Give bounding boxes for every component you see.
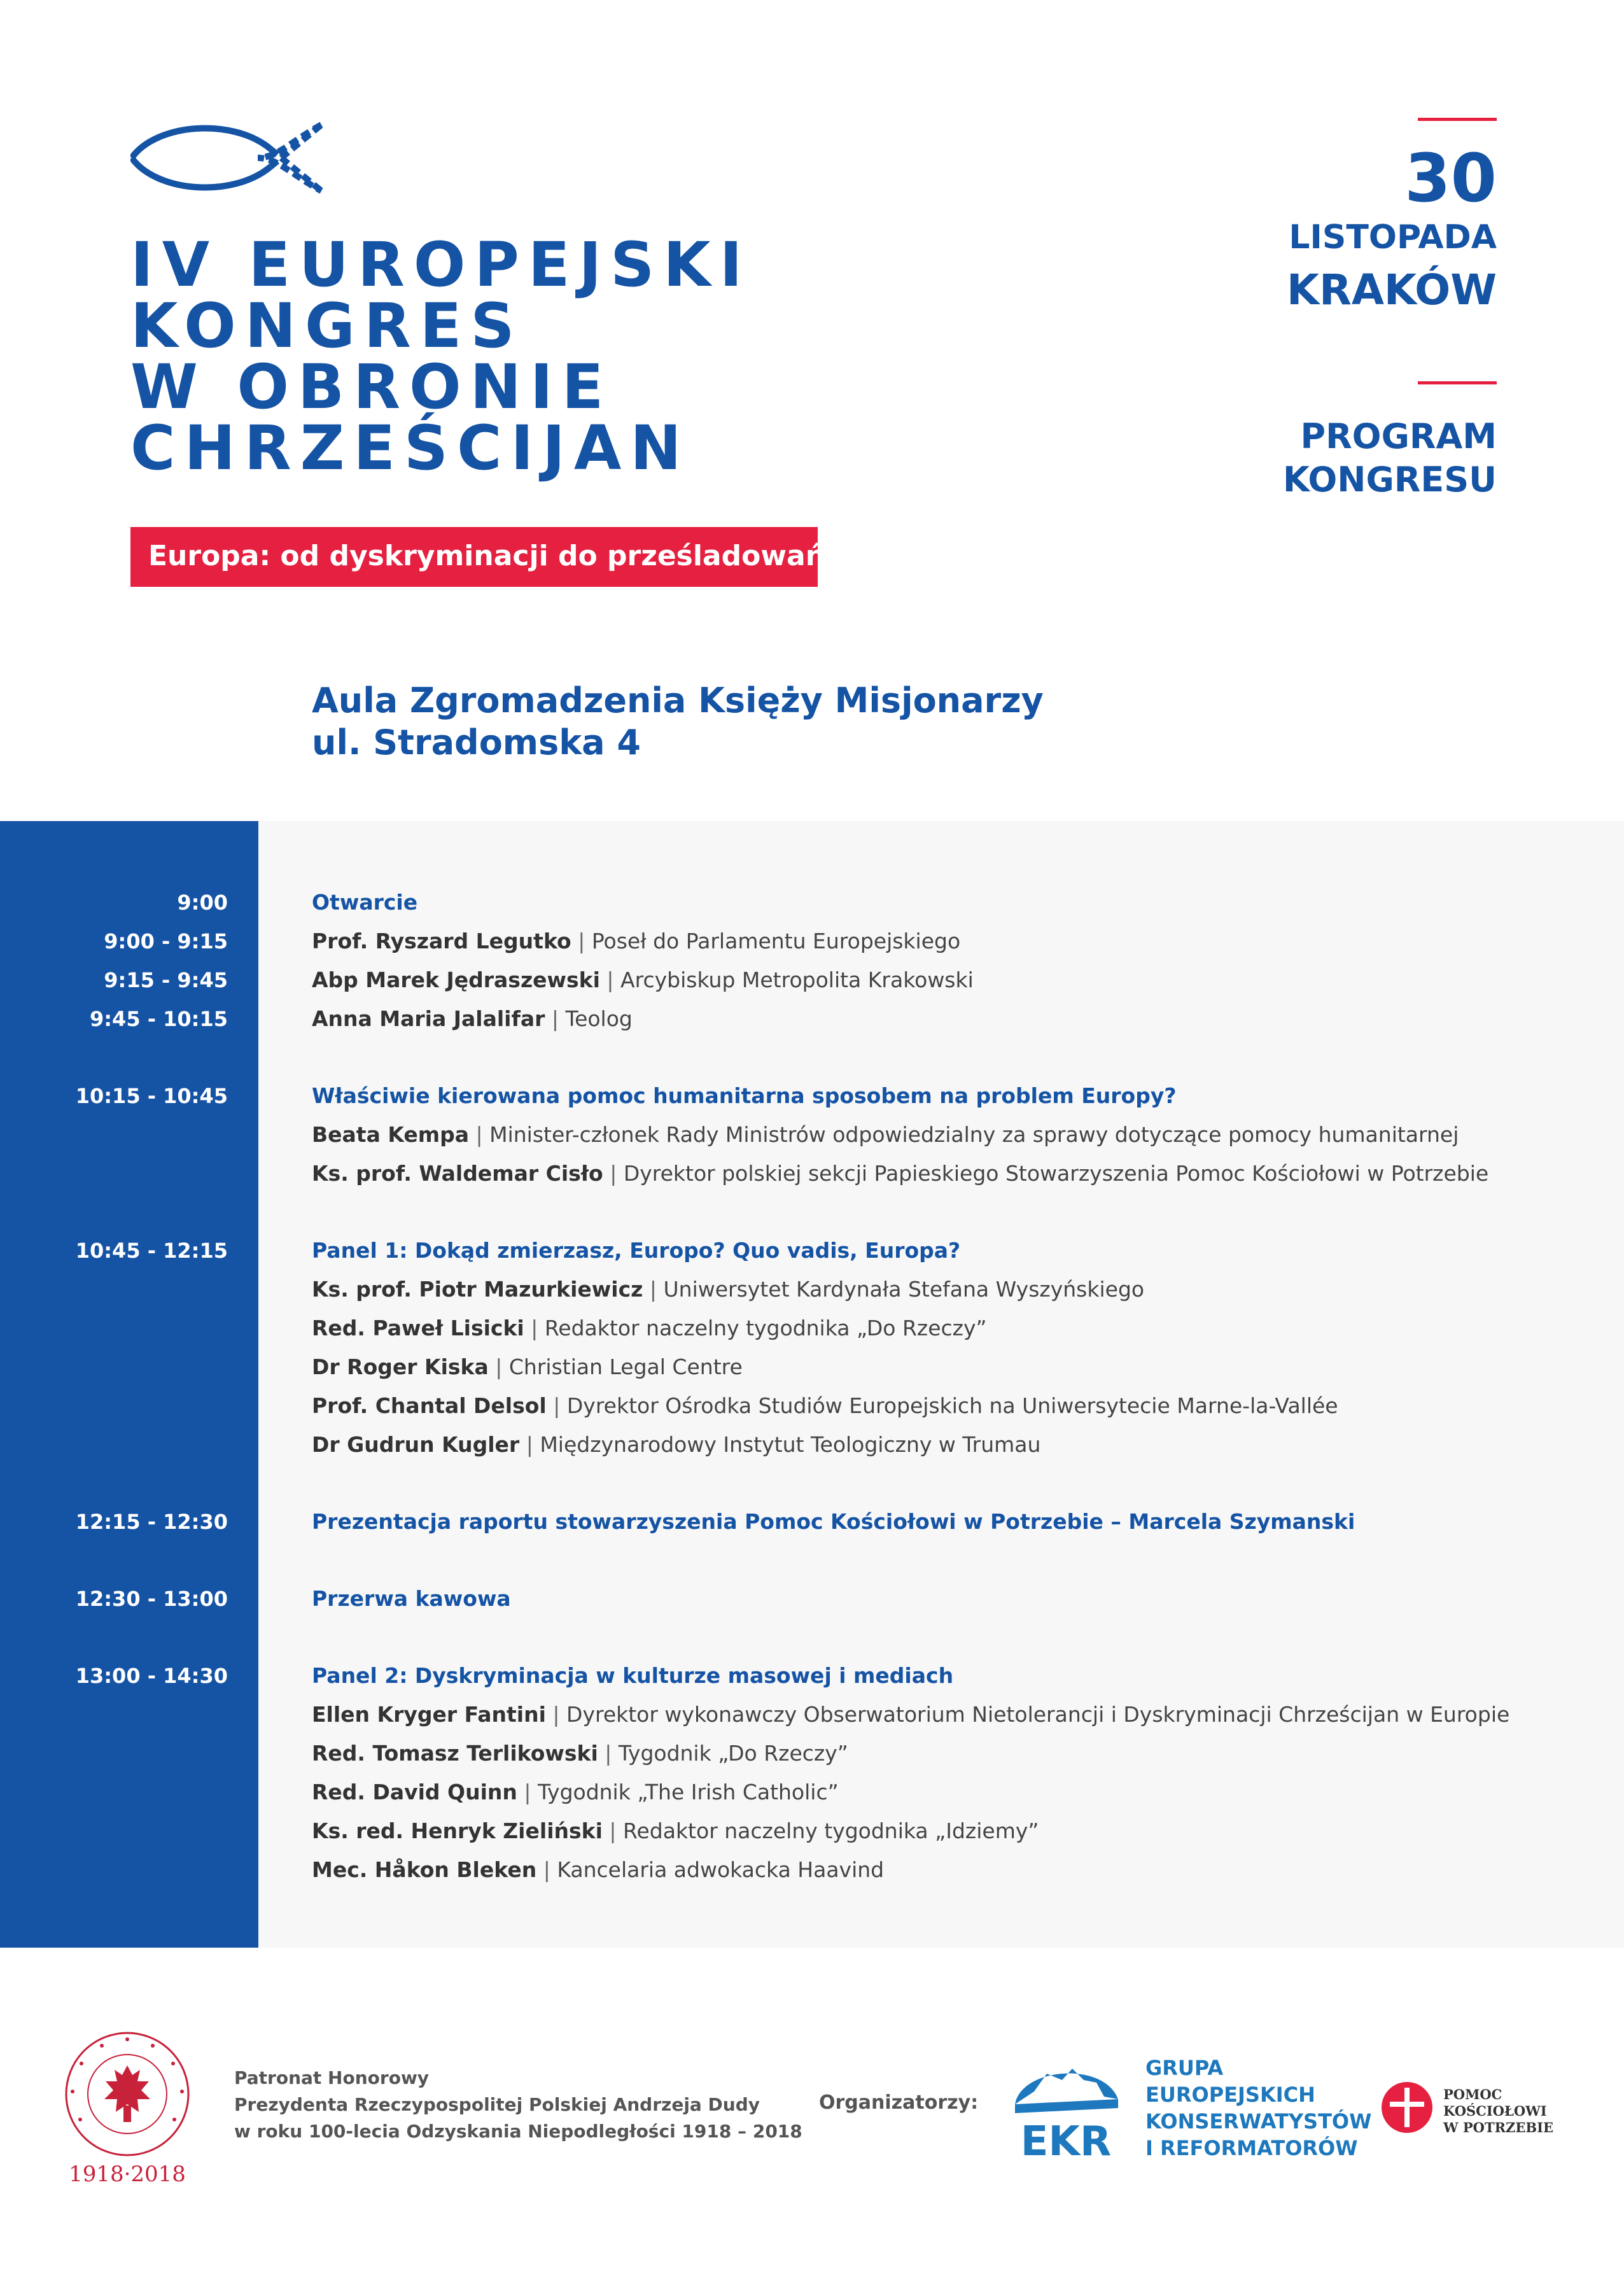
schedule-row (0, 1773, 1624, 1811)
separator: | (605, 1741, 612, 1766)
venue-line-2: ul. Stradomska 4 (312, 722, 641, 763)
separator: | (609, 1818, 617, 1843)
schedule-time: 10:15 - 10:45 (75, 1084, 228, 1108)
separator: | (543, 1857, 550, 1882)
fish-logo-icon (130, 117, 334, 199)
schedule-row (0, 1734, 1624, 1773)
speaker-role: Międzynarodowy Instytut Teologiczny w Trumau (540, 1432, 1041, 1457)
speaker-name: Ks. prof. Waldemar Cisło (312, 1161, 603, 1186)
schedule-speaker (312, 1734, 848, 1773)
organizers-label: Organizatorzy: (819, 2092, 979, 2114)
speaker-role: Dyrektor Ośrodka Studiów Europejskich na Uniwersytecie Marne-la-Vallée (566, 1393, 1338, 1418)
speaker-name: Abp Marek Jędraszewski (312, 967, 600, 992)
separator: | (526, 1432, 533, 1457)
separator: | (649, 1277, 657, 1302)
schedule-speaker (312, 1773, 839, 1811)
schedule-heading: Przerwa kawowa (312, 1586, 511, 1611)
schedule-speaker (312, 1270, 1144, 1309)
speaker-name: Ellen Kryger Fantini (312, 1702, 546, 1727)
ekr-logo-icon (1009, 2055, 1123, 2163)
schedule-time: 9:45 - 10:15 (89, 1007, 228, 1031)
separator: | (524, 1780, 531, 1804)
schedule-heading: Prezentacja raportu stowarzyszenia Pomoc Kościołowi w Potrzebie – Marcela Szymanski (312, 1509, 1355, 1534)
schedule-time: 9:00 - 9:15 (104, 929, 228, 953)
speaker-name: Dr Gudrun Kugler (312, 1432, 520, 1457)
speaker-name: Mec. Håkon Bleken (312, 1857, 537, 1882)
speaker-role: Poseł do Parlamentu Europejskiego (591, 929, 961, 953)
speaker-name: Anna Maria Jalalifar (312, 1006, 545, 1031)
speaker-role: Arcybiskup Metropolita Krakowski (620, 967, 974, 992)
ekr-name (1145, 2055, 1371, 2162)
subtitle-text: Europa: od dyskryminacji do prześladowań? (148, 540, 842, 572)
ekr-line-4: I REFORMATORÓW (1145, 2136, 1358, 2160)
separator: | (475, 1122, 483, 1147)
ekr-line-1: GRUPA (1145, 2056, 1224, 2080)
title-line-1: IV EUROPEJSKI (130, 229, 752, 300)
schedule-time: 13:00 - 14:30 (75, 1664, 228, 1688)
schedule-speaker (312, 1000, 633, 1038)
speaker-role: Dyrektor wykonawczy Obserwatorium Nietolerancji i Dyskryminacji Chrześcijan w Europie (566, 1702, 1510, 1727)
schedule-speaker (312, 1155, 1488, 1193)
speaker-role: Tygodnik „The Irish Catholic” (538, 1780, 839, 1804)
schedule-row (0, 1348, 1624, 1386)
speaker-name: Red. David Quinn (312, 1780, 517, 1804)
schedule-row (0, 961, 1624, 999)
separator: | (495, 1354, 503, 1379)
pkwp-name (1443, 2086, 1553, 2136)
schedule-heading: Panel 1: Dokąd zmierzasz, Europo? Quo vadis, Europa? (312, 1238, 961, 1263)
schedule-row (0, 1812, 1624, 1850)
pkwp-line-2: KOŚCIOŁOWI (1443, 2103, 1547, 2119)
patron-line-1: Patronat Honorowy (234, 2067, 430, 2088)
pkwp-logo-icon (1380, 2080, 1434, 2135)
red-divider-bottom (1418, 381, 1497, 384)
schedule-row (0, 1387, 1624, 1425)
schedule-row (0, 1580, 1624, 1618)
pkwp-line-1: POMOC (1443, 2086, 1502, 2102)
schedule-row (0, 1232, 1624, 1270)
title-line-3: W OBRONIE (130, 351, 613, 423)
schedule-speaker (312, 922, 960, 960)
title-line-4: CHRZEŚCIJAN (130, 412, 690, 484)
speaker-name: Ks. prof. Piotr Mazurkiewicz (312, 1277, 643, 1302)
congress-title (130, 229, 894, 484)
schedule-speaker (312, 1812, 1039, 1850)
separator: | (551, 1006, 559, 1031)
schedule-heading: Właściwie kierowana pomoc humanitarna sposobem na problem Europy? (312, 1083, 1177, 1108)
schedule-row (0, 1503, 1624, 1541)
schedule-row (0, 1155, 1624, 1193)
patron-line-2: Prezydenta Rzeczypospolitej Polskiej Andrzeja Dudy (234, 2094, 760, 2115)
schedule-row (0, 1077, 1624, 1115)
ekr-logo-text: EKR (1020, 2118, 1112, 2163)
schedule-heading: Panel 2: Dyskryminacja w kulturze masowej i mediach (312, 1663, 954, 1688)
speaker-role: Uniwersytet Kardynała Stefana Wyszyńskiego (663, 1277, 1145, 1302)
speaker-role: Dyrektor polskiej sekcji Papieskiego Stowarzyszenia Pomoc Kościołowi w Potrzebie (623, 1161, 1489, 1186)
separator: | (578, 929, 585, 953)
schedule-row (0, 1116, 1624, 1154)
schedule-speaker (312, 961, 974, 999)
venue-line-1: Aula Zgromadzenia Księży Misjonarzy (312, 680, 1044, 721)
program-label (1283, 415, 1497, 502)
schedule-speaker (312, 1387, 1338, 1425)
speaker-role: Minister-członek Rady Ministrów odpowiedzialny za sprawy dotyczące pomocy humanitarnej (489, 1122, 1459, 1147)
separator: | (610, 1161, 617, 1186)
speaker-name: Dr Roger Kiska (312, 1354, 489, 1379)
speaker-role: Redaktor naczelny tygodnika „Do Rzeczy” (544, 1316, 987, 1340)
separator: | (552, 1702, 560, 1727)
date-city: KRAKÓW (1286, 265, 1497, 314)
schedule-row (0, 883, 1624, 922)
separator: | (606, 967, 614, 992)
speaker-name: Prof. Ryszard Legutko (312, 929, 571, 953)
ekr-line-3: KONSERWATYSTÓW (1145, 2109, 1372, 2134)
schedule-speaker (312, 1426, 1040, 1464)
ekr-line-2: EUROPEJSKICH (1145, 2083, 1315, 2107)
schedule-row (0, 1309, 1624, 1347)
speaker-name: Prof. Chantal Delsol (312, 1393, 547, 1418)
independence-seal-icon (64, 2030, 191, 2158)
schedule-time: 9:00 (177, 890, 228, 915)
schedule-speaker (312, 1348, 743, 1386)
schedule-row (0, 1657, 1624, 1695)
seal-year: 1918·2018 (69, 2162, 186, 2187)
separator: | (531, 1316, 538, 1340)
speaker-name: Ks. red. Henryk Zieliński (312, 1818, 603, 1843)
program-line-1: PROGRAM (1300, 416, 1497, 456)
schedule-row (0, 922, 1624, 960)
speaker-name: Beata Kempa (312, 1122, 469, 1147)
schedule-row (0, 1696, 1624, 1734)
schedule-speaker (312, 1851, 884, 1889)
program-line-2: KONGRESU (1282, 460, 1497, 500)
schedule-time: 10:45 - 12:15 (75, 1239, 228, 1263)
schedule-row (0, 1270, 1624, 1309)
schedule-row (0, 1426, 1624, 1464)
schedule-heading: Otwarcie (312, 890, 418, 915)
speaker-role: Christian Legal Centre (508, 1354, 743, 1379)
schedule-time: 12:30 - 13:00 (75, 1587, 228, 1611)
honorary-patronage (234, 2065, 802, 2145)
speaker-name: Red. Tomasz Terlikowski (312, 1741, 598, 1766)
schedule-row (0, 1000, 1624, 1038)
date-day: 30 (1404, 139, 1497, 217)
schedule-time: 9:15 - 9:45 (104, 968, 228, 992)
schedule-speaker (312, 1309, 987, 1347)
schedule-row (0, 1851, 1624, 1889)
schedule-speaker (312, 1696, 1509, 1734)
schedule-time: 12:15 - 12:30 (75, 1510, 228, 1534)
subtitle-banner (130, 527, 842, 587)
speaker-role: Redaktor naczelny tygodnika „Idziemy” (623, 1818, 1039, 1843)
pkwp-line-3: W POTRZEBIE (1443, 2120, 1553, 2135)
red-divider-top (1418, 118, 1497, 121)
speaker-role: Tygodnik „Do Rzeczy” (618, 1741, 848, 1766)
speaker-name: Red. Paweł Lisicki (312, 1316, 524, 1340)
speaker-role: Teolog (565, 1006, 633, 1031)
venue (312, 680, 1044, 764)
patron-line-3: w roku 100-lecia Odzyskania Niepodległości 1918 – 2018 (234, 2121, 802, 2142)
schedule-speaker (312, 1116, 1459, 1154)
separator: | (553, 1393, 561, 1418)
date-month: LISTOPADA (1289, 218, 1497, 257)
speaker-role: Kancelaria adwokacka Haavind (557, 1857, 885, 1882)
title-line-2: KONGRES (130, 290, 524, 362)
